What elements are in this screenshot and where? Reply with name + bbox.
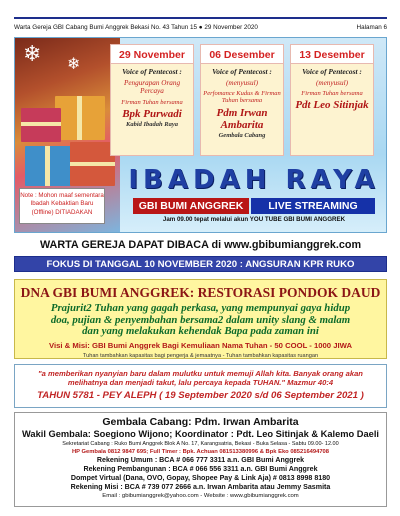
card-date: 06 Desember xyxy=(201,45,283,64)
card-with: Firman Tuhan bersama xyxy=(121,98,183,106)
card-role: Gembala Cabang xyxy=(218,131,266,139)
rekening-pembangunan: Rekening Pembangunan : BCA # 066 556 3311 a.n. GBI Bumi Anggrek xyxy=(83,465,318,473)
schedule-card-3 xyxy=(290,44,374,156)
card-vop: Voice of Pentecost : xyxy=(302,67,362,76)
streaming-time: Jam 09.00 tepat melalui akun YOU TUBE GBI BUMI ANGGREK xyxy=(162,216,346,223)
card-vop: Voice of Pentecost : xyxy=(212,67,272,76)
card-topic: (menyusul) xyxy=(226,79,258,87)
warta-website-line: WARTA GEREJA DAPAT DIBACA di www.gbibumianggrek.com xyxy=(39,239,362,251)
verse-box xyxy=(14,364,387,408)
ibadah-raya-title: IBADAH RAYA xyxy=(128,165,380,195)
card-with: Perfomance Kudus & Firman Tuhan bersama xyxy=(203,90,281,105)
tahun-line: TAHUN 5781 - PEY ALEPH ( 19 September 2020 s/d 06 September 2021 ) xyxy=(37,389,364,401)
offline-note: Note : Mohon maaf sementara Ibadah Kebaktian Baru (Offline) DITIADAKAN xyxy=(19,188,105,224)
card-date: 13 Desember xyxy=(291,45,373,64)
gift-ribbon xyxy=(70,162,115,166)
verse-text: "a memberikan nyanyian baru dalam mulutku untuk memuji Allah kita. Banyak orang akan melihatnya dan menjadi takut, lalu percaya kepada TUHAN." Mazmur 40:4 xyxy=(38,369,363,388)
snowflake-icon: ❄ xyxy=(23,42,42,67)
ibadah-banner xyxy=(14,37,387,233)
card-speaker: Pdt Leo Sitinjak xyxy=(295,99,369,112)
restorasi-title: DNA GBI BUMI ANGGREK: RESTORASI PONDOK DAUD xyxy=(20,285,381,300)
gbi-label: GBI BUMI ANGGREK xyxy=(133,198,249,214)
header-title: Warta Gereja GBI Cabang Bumi Anggrek Bekasi No. 43 Tahun 15 ● 29 November 2020 xyxy=(14,24,258,31)
gift-ribbon xyxy=(21,122,61,126)
restorasi-line-3: dan yang melakukan kehendak Bapa pada zaman ini xyxy=(82,325,319,338)
gembala-cabang: Gembala Cabang: Pdm. Irwan Ambarita xyxy=(102,416,299,428)
card-with: Firman Tuhan bersama xyxy=(301,90,363,98)
email-website: Email : gbibumianggrek@yahoo.com - Website : www.gbibumianggrek.com xyxy=(102,493,299,499)
schedule-card-1 xyxy=(110,44,194,156)
card-topic: (menyusul) xyxy=(316,79,348,87)
sekretariat: Sekretariat Cabang : Ruko Bumi Anggrek Blok A No. 17, Karangsatria, Bekasi - Buka Selasa - Sabtu 09.00- 12.00 xyxy=(62,441,339,447)
dompet-virtual: Dompet Virtual (Dana, OVO, Gopay, Shopee Pay & Link Aja) # 0813 8998 8180 xyxy=(70,474,331,482)
fokus-bar: FOKUS DI TANGGAL 10 NOVEMBER 2020 : ANGSURAN KPR RUKO xyxy=(14,256,387,272)
restorasi-line-1: Prajurit2 Tuhan yang gagah perkasa, yang mempunyai gaya hidup xyxy=(50,302,351,314)
restorasi-body xyxy=(15,303,386,338)
hp-contacts: HP Gembala 0812 9847 695; Full Timer : Bpk. Achuan 081513380996 & Bpk Eko 085216494708 xyxy=(71,449,330,455)
schedule-card-2 xyxy=(200,44,284,156)
gift-ribbon xyxy=(77,96,82,140)
restorasi-box xyxy=(14,279,387,359)
gift-ribbon xyxy=(45,146,50,186)
card-topic: Pengurapan Orang Percaya xyxy=(123,79,181,96)
visi-misi: Visi & Misi: GBI Bumi Anggrek Bagi Kemuliaan Nama Tuhan - 50 COOL - 1000 JIWA xyxy=(48,340,352,350)
snowflake-icon: ❄ xyxy=(67,54,81,73)
rekening-umum: Rekening Umum : BCA # 066 777 3311 a.n. GBI Bumi Anggrek xyxy=(96,456,305,464)
church-info-box xyxy=(14,412,387,507)
page-number: Halaman 6 xyxy=(356,24,387,31)
restorasi-line-2: doa, pujian & penyembahan bersama2 dalam unity slang & malam xyxy=(50,313,351,326)
page-header xyxy=(14,22,387,34)
card-vop: Voice of Pentecost : xyxy=(122,67,182,76)
card-speaker: Pdm Irwan Ambarita xyxy=(216,106,268,131)
live-streaming-label: LIVE STREAMING xyxy=(251,198,375,214)
rekening-misi: Rekening Misi : BCA # 739 077 2666 a.n. Irwan Ambarita atau Jemmy Sasmita xyxy=(70,483,331,491)
wakil-gembala: Wakil Gembala: Soegiono Wijono; Koordinator : Pdt. Leo Sitinjak & Kalemo Daeli xyxy=(21,429,380,439)
card-role: Kabid Ibadah Raya xyxy=(125,120,178,128)
card-date: 29 November xyxy=(111,45,193,64)
header-rule xyxy=(14,17,387,19)
kapasitas-prayer: Tuhan tambahkan kapasitas bagi pengerja & jemaatnya - Tuhan tambahkan kapasitas ruangan xyxy=(82,352,319,359)
card-speaker: Bpk Purwadi xyxy=(122,107,182,120)
